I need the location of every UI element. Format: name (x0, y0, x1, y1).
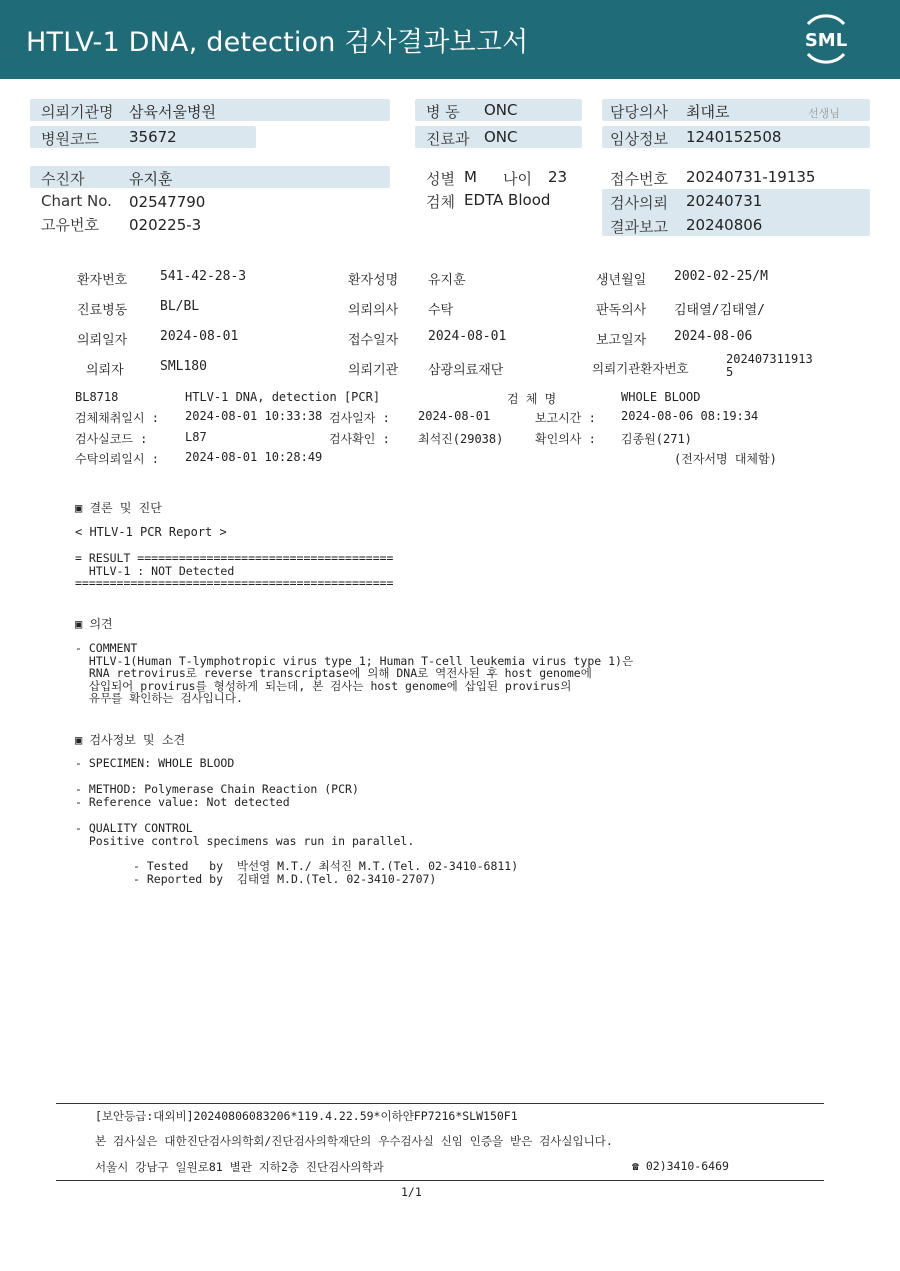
r4-label2: 의뢰기관 (348, 363, 399, 378)
result-label: 결과보고 (610, 218, 668, 236)
page-number: 1/1 (401, 1185, 422, 1199)
l2-label1: 검사실코드 : (75, 432, 148, 446)
r3-label1: 의뢰일자 (77, 333, 128, 348)
specimen-name-label: 검 체 명 (507, 392, 557, 406)
r2-value1: BL/BL (160, 299, 200, 314)
report-header (0, 0, 900, 79)
r4-value1: SML180 (160, 359, 207, 374)
r1-value2: 유지훈 (428, 273, 466, 288)
dept-label: 진료과 (426, 130, 470, 148)
r1-label1: 환자번호 (77, 273, 128, 288)
receipt-label: 접수번호 (610, 170, 668, 188)
doctor-label: 담당의사 (610, 103, 668, 121)
phone-line: ☎ 02)3410-6469 (632, 1159, 729, 1173)
r2-value2: 수탁 (428, 303, 454, 318)
footer-bottom-divider (56, 1180, 824, 1181)
section-comment: ▣ 의견 (75, 617, 113, 631)
footer-top-divider (56, 1103, 824, 1104)
unique-label: 고유번호 (41, 216, 99, 234)
doctor-value: 최대로 (686, 103, 730, 121)
r3-value1: 2024-08-01 (160, 329, 239, 344)
test-code: BL8718 (75, 390, 119, 404)
pcr-report-title: < HTLV-1 PCR Report > (75, 525, 227, 539)
l2-value1: L87 (185, 430, 207, 444)
l2-value3: 김종원(271) (621, 432, 692, 446)
r1-label2: 환자성명 (348, 273, 399, 288)
r4-value3-wrap: 5 (726, 365, 734, 379)
ward-value: ONC (484, 101, 518, 119)
r2-label3: 판독의사 (596, 303, 647, 318)
r3-label3: 보고일자 (596, 333, 647, 348)
inst-label: 의뢰기관명 (41, 103, 114, 121)
age-value: 23 (548, 168, 568, 186)
age-label: 나이 (503, 170, 532, 188)
qc-block: - QUALITY CONTROL Positive control specimens was run in parallel. (75, 821, 415, 848)
l2-label2: 검사확인 : (329, 432, 390, 446)
r2-label1: 진료병동 (77, 303, 128, 318)
sml-logo-icon (798, 12, 854, 66)
l1-label3: 보고시간 : (535, 411, 596, 425)
inst-value: 삼육서울병원 (129, 103, 216, 121)
patient-value: 유지훈 (129, 170, 173, 188)
r4-value3: 202407311913 (726, 352, 813, 366)
l1-label2: 검사일자 : (329, 411, 390, 425)
r1-label3: 생년월일 (596, 273, 647, 288)
l3-label1: 수탁의뢰일시 : (75, 452, 160, 466)
r3-value2: 2024-08-01 (428, 329, 507, 344)
code-value: 35672 (129, 128, 177, 146)
l2-label3: 확인의사 : (535, 432, 596, 446)
l2-value2: 최석진(29038) (418, 432, 504, 446)
chart-value: 02547790 (129, 193, 206, 211)
security-line: [보안등급:대외비]20240806083206*119.4.22.59*이하얀FP7216*SLW150F1 (95, 1109, 518, 1123)
comment-block: - COMMENT HTLV-1(Human T-lymphotropic virus type 1; Human T-cell leukemia virus type 1)은 RNA retrovirus로 reverse transcriptase에 의해 DNA로 역전사된 후 host genome에 삽입되어 provirus를 형성하게 되는데, 본 검사는 host genome에 삽입된 provirus의 유무를 확인하는 검사입니다. (75, 641, 634, 705)
section-conclusion: ▣ 결론 및 진단 (75, 501, 162, 515)
l1-value1: 2024-08-01 10:33:38 (185, 409, 323, 423)
l3-value1: 2024-08-01 10:28:49 (185, 450, 323, 464)
patient-label: 수진자 (41, 170, 85, 188)
certification-line: 본 검사실은 대한진단검사의학회/진단검사의학재단의 우수검사실 신임 인증을 받은 검사실입니다. (95, 1134, 613, 1148)
req-value: 20240731 (686, 192, 763, 210)
result-block: = RESULT ===================================== HTLV-1 : NOT Detected ============================================== (75, 551, 394, 590)
receipt-value: 20240731-19135 (686, 168, 816, 186)
l1-value3: 2024-08-06 08:19:34 (621, 409, 759, 423)
r4-label3: 의뢰기관환자번호 (592, 361, 689, 376)
specimen-name-value: WHOLE BLOOD (621, 390, 701, 404)
sex-label: 성별 (426, 170, 455, 188)
signers-block: - Tested by 박선영 M.T./ 최석진 M.T.(Tel. 02-3410-6811) - Reported by 김태열 M.D.(Tel. 02-3410-2707) (133, 859, 519, 886)
clinical-value: 1240152508 (686, 128, 782, 146)
ward-label: 병 동 (426, 103, 460, 121)
l1-value2: 2024-08-01 (418, 409, 491, 423)
method-block: - METHOD: Polymerase Chain Reaction (PCR) - Reference value: Not detected (75, 782, 359, 809)
logo-text: SML (804, 30, 848, 51)
r1-value3: 2002-02-25/M (674, 269, 768, 284)
doctor-suffix: 선생님 (808, 107, 840, 120)
req-label: 검사의뢰 (610, 194, 668, 212)
e-signature-note: (전자서명 대체함) (674, 452, 777, 466)
l1-label1: 검체채취일시 : (75, 411, 160, 425)
r2-label2: 의뢰의사 (348, 303, 399, 318)
sex-value: M (464, 168, 477, 186)
test-name: HTLV-1 DNA, detection [PCR] (185, 390, 381, 404)
specimen-label: 검체 (426, 193, 455, 211)
clinical-label: 임상정보 (610, 130, 668, 148)
r3-value3: 2024-08-06 (674, 329, 753, 344)
r4-label1: 의뢰자 (86, 363, 124, 378)
result-value: 20240806 (686, 216, 763, 234)
r3-label2: 접수일자 (348, 333, 399, 348)
specimen-value: EDTA Blood (464, 191, 551, 209)
dept-value: ONC (484, 128, 518, 146)
report-title: HTLV-1 DNA, detection 검사결과보고서 (26, 27, 529, 58)
specimen-line: - SPECIMEN: WHOLE BLOOD (75, 756, 235, 770)
code-label: 병원코드 (41, 130, 99, 148)
unique-value: 020225-3 (129, 216, 202, 234)
r1-value1: 541-42-28-3 (160, 269, 247, 284)
chart-label: Chart No. (41, 192, 112, 210)
r4-value2: 삼광의료재단 (428, 363, 504, 378)
address-line: 서울시 강남구 일원로81 별관 지하2층 진단검사의학과 (95, 1160, 384, 1174)
r2-value3: 김태열/김태열/ (674, 303, 766, 318)
section-test-info: ▣ 검사정보 및 소견 (75, 733, 186, 747)
